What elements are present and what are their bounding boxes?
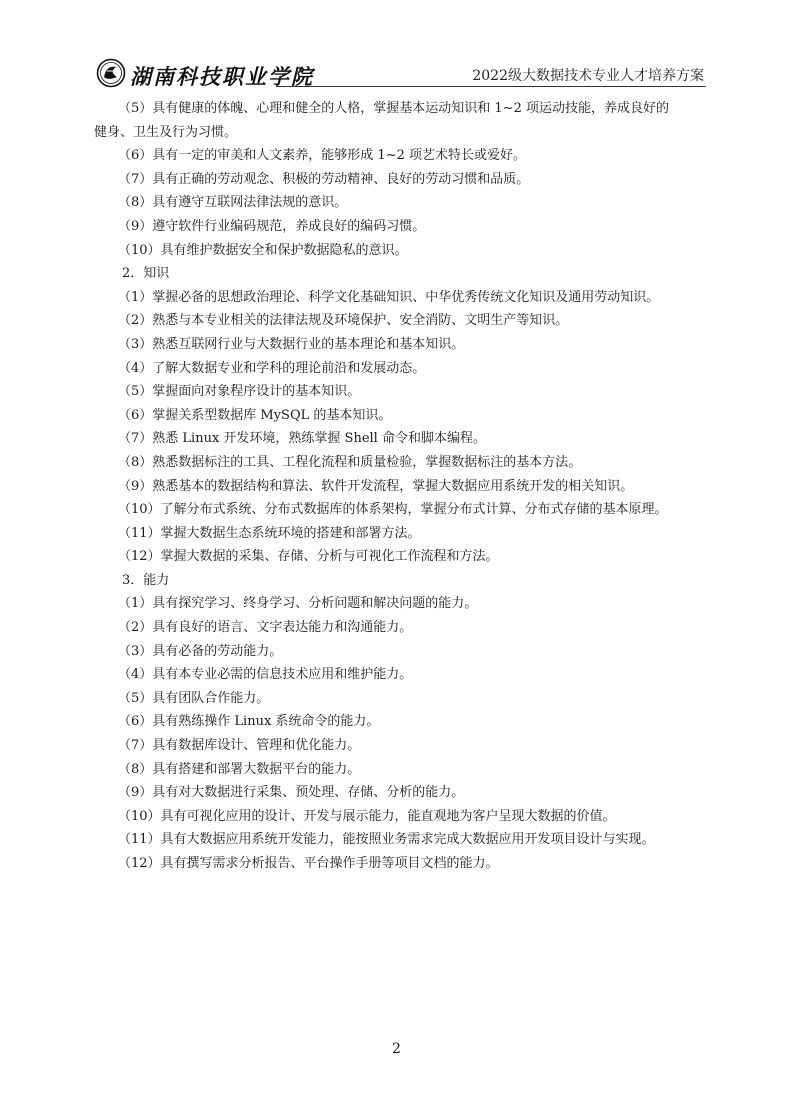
list-item: （10）具有维护数据安全和保护数据隐私的意识。: [118, 242, 408, 258]
list-item: （11）具有大数据应用系统开发能力，能按照业务需求完成大数据应用开发项目设计与实现。: [118, 832, 655, 848]
list-item: （11）掌握大数据生态系统环境的搭建和部署方法。: [118, 525, 421, 541]
list-item: （7）熟悉 Linux 开发环境，熟练掌握 Shell 命令和脚本编程。: [118, 431, 486, 447]
document-title: 2022级大数据技术专业人才培养方案: [472, 68, 704, 84]
list-item: （12）掌握大数据的采集、存储、分析与可视化工作流程和方法。: [118, 549, 499, 565]
item-text-continuation: 健身、卫生及行为习惯。: [94, 124, 238, 140]
list-item: （6）掌握关系型数据库 MySQL 的基本知识。: [118, 407, 392, 423]
list-item: （5）掌握面向对象程序设计的基本知识。: [118, 384, 361, 400]
school-emblem-icon: [96, 58, 126, 88]
list-item: （2）具有良好的语言、文字表达能力和沟通能力。: [118, 620, 413, 636]
ability-list: [118, 592, 718, 875]
item-text: （5）具有健康的体魄、心理和健全的人格，掌握基本运动知识和 1~2 项运动技能，养成良好的: [118, 101, 669, 116]
list-item: （4）了解大数据专业和学科的理论前沿和发展动态。: [118, 360, 426, 376]
page-body: [94, 97, 718, 876]
list-item: （5）具有团队合作能力。: [118, 690, 270, 706]
list-item: （3）具有必备的劳动能力。: [118, 643, 283, 659]
section-heading-ability: 3．能力: [122, 572, 170, 588]
list-item: （12）具有撰写需求分析报告、平台操作手册等项目文档的能力。: [118, 856, 499, 871]
school-logo-text: 湖南科技职业学院: [130, 64, 314, 89]
list-item: （9）遵守软件行业编码规范，养成良好的编码习惯。: [118, 218, 426, 234]
list-item: （7）具有数据库设计、管理和优化能力。: [118, 738, 361, 754]
list-item: （2）熟悉与本专业相关的法律法规及环境保护、安全消防、文明生产等知识。: [118, 313, 569, 329]
list-item: [94, 97, 718, 144]
page-header: [96, 58, 706, 90]
list-item: （8）熟悉数据标注的工具、工程化流程和质量检验，掌握数据标注的基本方法。: [118, 454, 582, 470]
list-item: （1）具有探究学习、终身学习、分析问题和解决问题的能力。: [118, 596, 478, 612]
list-item: （3）熟悉互联网行业与大数据行业的基本理论和基本知识。: [118, 336, 465, 352]
list-item: （7）具有正确的劳动观念、积极的劳动精神、良好的劳动习惯和品质。: [118, 171, 530, 187]
list-item: （10）具有可视化应用的设计、开发与展示能力，能直观地为客户呈现大数据的价值。: [118, 808, 616, 824]
knowledge-list: [118, 286, 718, 569]
list-item: （8）具有遵守互联网法律法规的意识。: [118, 195, 348, 211]
list-item: （10）了解分布式系统、分布式数据库的体系架构，掌握分布式计算、分布式存储的基本原理。: [118, 502, 668, 518]
list-item: （1）掌握必备的思想政治理论、科学文化基础知识、中华优秀传统文化知识及通用劳动知识。: [118, 289, 660, 305]
list-item: （8）具有搭建和部署大数据平台的能力。: [118, 761, 361, 777]
quality-list: [94, 97, 718, 262]
section-heading-knowledge: 2．知识: [122, 266, 170, 282]
header-rule: [276, 86, 706, 87]
list-item: （6）具有一定的审美和人文素养，能够形成 1~2 项艺术特长或爱好。: [118, 148, 526, 164]
list-item: （9）熟悉基本的数据结构和算法、软件开发流程，掌握大数据应用系统开发的相关知识。: [118, 478, 634, 494]
list-item: （6）具有熟练操作 Linux 系统命令的能力。: [118, 714, 380, 730]
list-item: （4）具有本专业必需的信息技术应用和维护能力。: [118, 667, 413, 683]
list-item: （9）具有对大数据进行采集、预处理、存储、分析的能力。: [118, 785, 465, 801]
page-number: 2: [392, 1041, 401, 1057]
